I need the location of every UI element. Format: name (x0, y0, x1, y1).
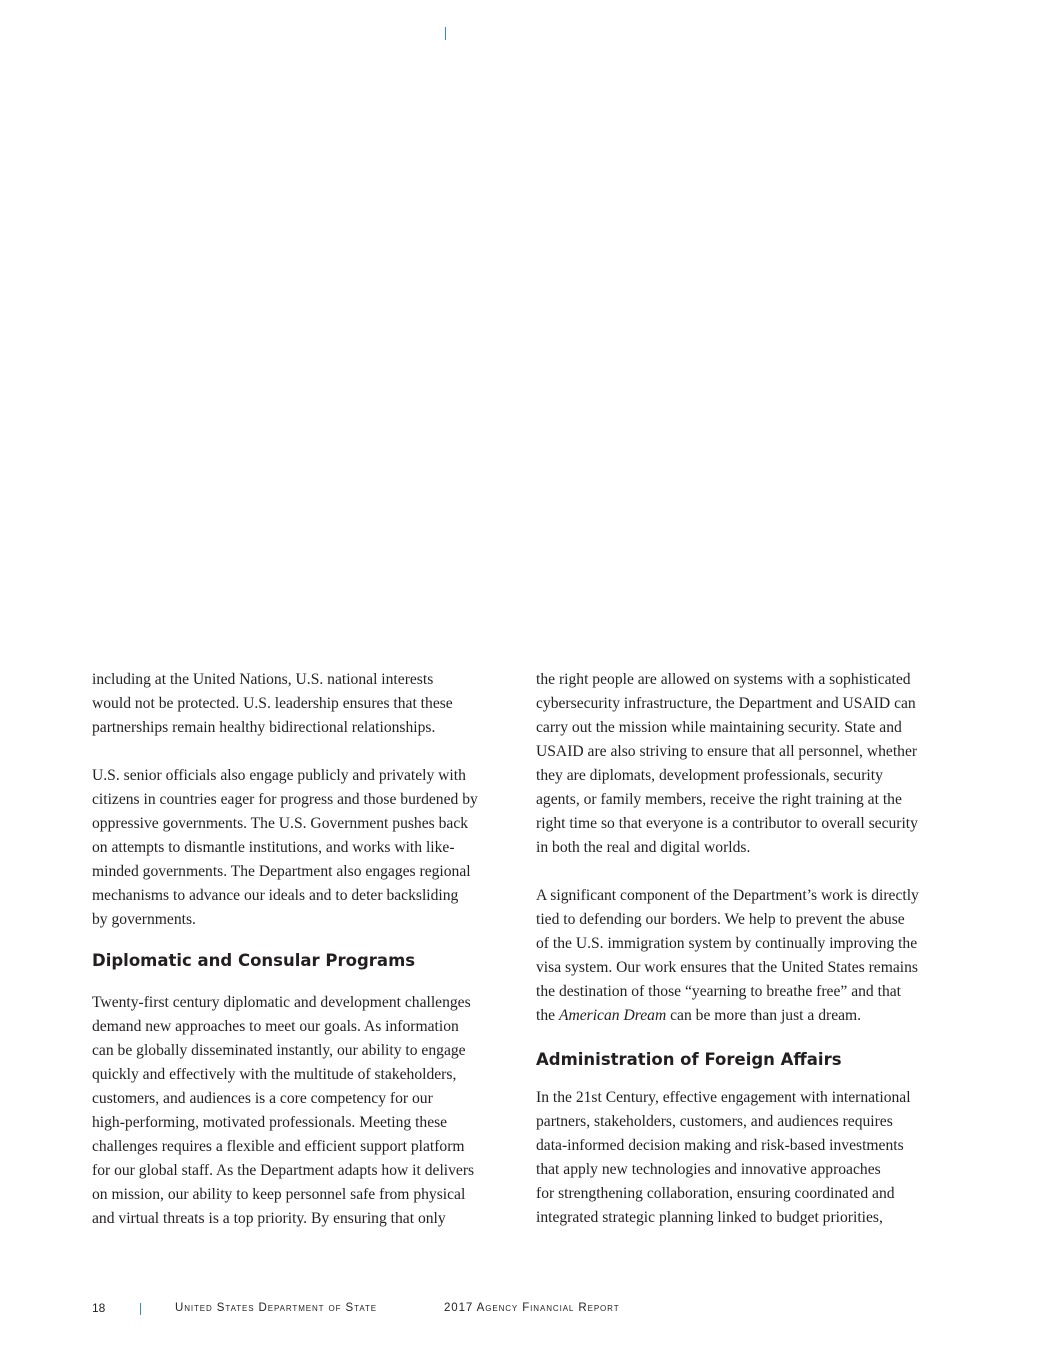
top-divider-rule (445, 27, 446, 40)
body-paragraph: including at the United Nations, U.S. national interests would not be protected. U.S. leadership ensures that these partnerships remain healthy bidirectional relationships. (92, 671, 453, 736)
section-heading-administration: Administration of Foreign Affairs (536, 1050, 842, 1069)
italic-phrase: American Dream (558, 1007, 667, 1024)
left-text-column (92, 668, 512, 1231)
body-paragraph: In the 21st Century, effective engagement with international partners, stakeholders, customers, and audiences requires data-informed decision making and risk-based investments that apply new technologies and innovative approaches for strengthening collaboration, ensuring coordinated and integrated strategic planning linked to budget priorities, (536, 1089, 911, 1226)
right-text-column (536, 668, 956, 1230)
body-paragraph: the right people are allowed on systems with a sophisticated cybersecurity infrastructure, the Department and USAID can carry out the mission while maintaining security. State and USAID are also striving to ensure that all personnel, whether they are diplomats, development professionals, security agents, or family members, receive the right training at the right time so that everyone is a contributor to overall security in both the real and digital worlds. (536, 671, 918, 856)
body-text-span: A significant component of the Department’s work is directly tied to defending our borders. We help to prevent the abuse of the U.S. immigration system by continually improving the visa system. Our work ensures that the United States remains the destination of those “yearning to breathe free” and that the (536, 887, 919, 1024)
body-paragraph (536, 884, 956, 1028)
section-heading-diplomatic-consular: Diplomatic and Consular Programs (92, 951, 416, 970)
footer-report-title: 2017 Agency Financial Report (444, 1302, 620, 1314)
page-number: 18 (92, 1301, 106, 1315)
body-paragraph: Twenty-first century diplomatic and development challenges demand new approaches to meet our goals. As information can be globally disseminated instantly, our ability to engage quickly and effectively with the multitude of stakeholders, customers, and audiences is a core competency for our high-performing, motivated professionals. Meeting these challenges requires a flexible and efficient support platform for our global staff. As the Department adapts how it delivers on mission, our ability to keep personnel safe from physical and virtual threats is a top priority. By ensuring that only (92, 994, 475, 1227)
footer-department-name: United States Department of State (175, 1302, 377, 1314)
footer-divider-rule (140, 1303, 141, 1315)
body-text-span: can be more than just a dream. (666, 1007, 862, 1024)
body-paragraph: U.S. senior officials also engage publicly and privately with citizens in countries eager for progress and those burdened by oppressive governments. The U.S. Government pushes back on attempts to dismantle institutions, and works with like- minded governments. The Department also engages regional mechanisms to advance our ideals and to deter backsliding by governments. (92, 767, 478, 928)
